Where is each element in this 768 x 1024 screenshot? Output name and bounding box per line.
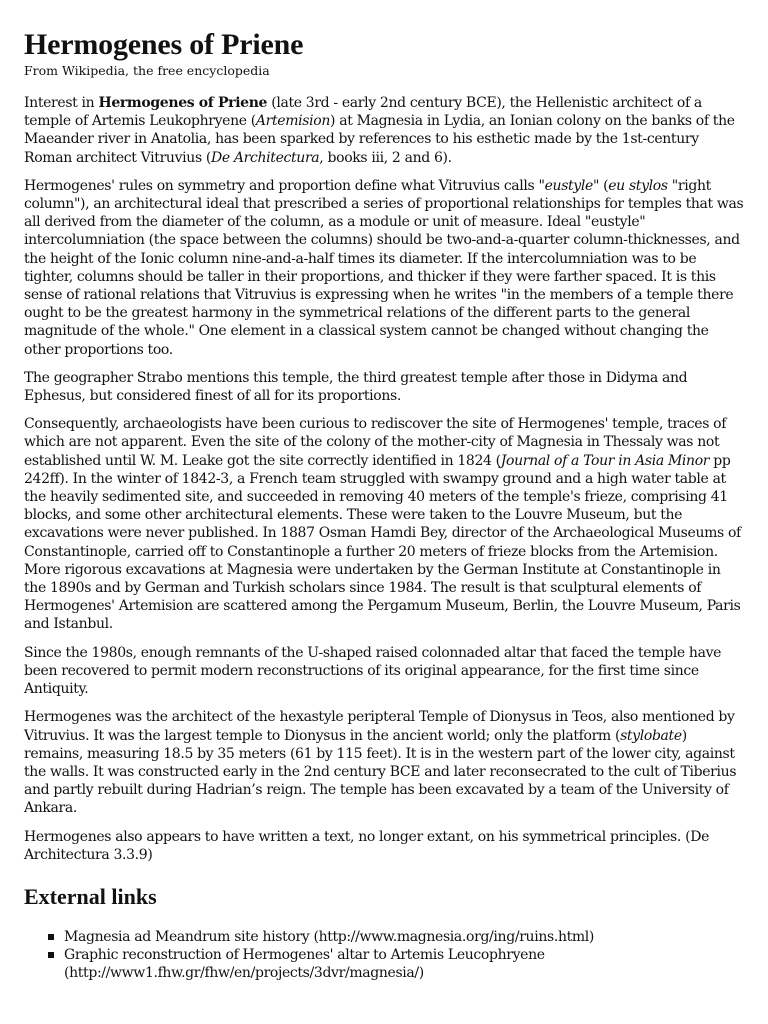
external-link-item[interactable] — [64, 928, 744, 946]
text-run: ) remains, measuring 18.5 by 35 meters (61 by 115 feet). It is in the western part of the lower city, against the walls. It was constructed early in the 2nd century BCE and later reconsecrated to the cult of Tiberius and partly rebuilt during Hadrian’s reign. The temple has been excavated by a team of the University of Ankara. — [24, 727, 737, 817]
page-title: Hermogenes of Priene — [24, 28, 304, 61]
italic-term: stylobate — [620, 727, 682, 744]
text-run: ) at Magnesia in Lydia, an Ionian colony on the banks of the Maeander river in Anatolia, has been sparked by references to his esthetic made by the 1st-century Roman architect Vitruvius ( — [24, 113, 735, 166]
paragraph-intro — [24, 94, 744, 167]
external-link-item[interactable] — [64, 946, 744, 982]
paragraph-text: Hermogenes also appears to have written a text, no longer extant, on his symmetrical principles. (De Architectura 3.3.9) — [24, 828, 710, 863]
bullet-icon — [48, 934, 54, 940]
text-run: Hermogenes was the architect of the hexastyle peripteral Temple of Dionysus in Teos, also mentioned by Vitruvius. It was the largest temple to Dionysus in the ancient world; only the platform ( — [24, 709, 735, 744]
text-run: Interest in — [24, 95, 99, 111]
paragraph-symmetry — [24, 177, 744, 359]
page-tagline: From Wikipedia, the free encyclopedia — [24, 63, 270, 78]
paragraph-altar: Since the 1980s, enough remnants of the U-shaped raised colonnaded altar that faced the temple have been recovered to permit modern reconstructions of its original appearance, for the first time since Antiquity. — [24, 644, 722, 698]
bold-subject: Hermogenes of Priene — [98, 95, 268, 111]
text-run: Hermogenes' rules on symmetry and proportion define what Vitruvius calls " — [24, 177, 545, 194]
paragraph-archaeology — [24, 415, 744, 633]
italic-term: Artemision — [255, 113, 330, 130]
text-run: , books iii, 2 and 6). — [319, 149, 452, 166]
bullet-icon — [48, 952, 54, 958]
italic-title: Journal of a Tour in Asia Minor — [500, 452, 710, 469]
text-run: Consequently, archaeologists have been curious to rediscover the site of Hermogenes' temple, traces of which are not apparent. Even the site of the colony of the mother-city of Magnesia in Thessaly was not established until W. M. Leake got the site correctly identified in 1824 ( — [24, 416, 727, 469]
section-heading-external-links: External links — [24, 883, 157, 909]
text-run: " ( — [592, 177, 609, 194]
text-run: "right column"), an architectural ideal that prescribed a series of proportional relationships for temples that was all derived from the diameter of the column, as a module or unit of measure. Ideal "eustyle" intercolumniation (the space between the columns) should be two-and-a-quarter column-thicknesses, and the height of the Ionic column nine-and-a-half times its diameter. If the intercolumniation was to be tighter, columns should be taller in their proportions, and thicker if they were farther spaced. It is this sense of rational relations that Vitruvius is expressing when he writes "in the members of a temple there ought to be the greatest harmony in the symmetrical relations of the different parts to the general magnitude of the whole." One element in a classical system cannot be changed without changing the other proportions too. — [24, 177, 744, 358]
external-link-text[interactable]: Magnesia ad Meandrum site history (http://www.magnesia.org/ing/ruins.html) — [64, 928, 595, 945]
external-link-text[interactable]: Graphic reconstruction of Hermogenes' altar to Artemis Leucophryene (http://www1.fhw.gr/fhw/en/projects/3dvr/magnesia/) — [64, 946, 545, 981]
italic-term: eu stylos — [608, 177, 668, 194]
italic-term: eustyle — [544, 177, 593, 194]
paragraph-strabo: The geographer Strabo mentions this temple, the third greatest temple after those in Didyma and Ephesus, but considered finest of all for its proportions. — [24, 369, 688, 405]
text-run: (late 3rd - early 2nd century BCE), the Hellenistic architect of a temple of Artemis Leukophryene ( — [24, 95, 702, 130]
external-links-list — [24, 928, 744, 982]
italic-title: De Architectura — [211, 149, 320, 166]
text-run: pp 242ff). In the winter of 1842-3, a French team struggled with swampy ground and a high water table at the heavily sedimented site, and succeeded in removing 40 meters of the temple's frieze, comprising 41 blocks, and some other architectural elements. These were taken to the Louvre Museum, but the excavations were never published. In 1887 Osman Hamdi Bey, director of the Archaeological Museums of Constantinople, carried off to Constantinople a further 20 meters of frieze blocks from the Artemision. More rigorous excavations at Magnesia were undertaken by the German Institute at Constantinople in the 1890s and by German and Turkish scholars since 1984. The result is that sculptural elements of Hermogenes' Artemision are scattered among the Pergamum Museum, Berlin, the Louvre Museum, Paris and Istanbul. — [24, 452, 741, 633]
paragraph-teos — [24, 708, 744, 817]
